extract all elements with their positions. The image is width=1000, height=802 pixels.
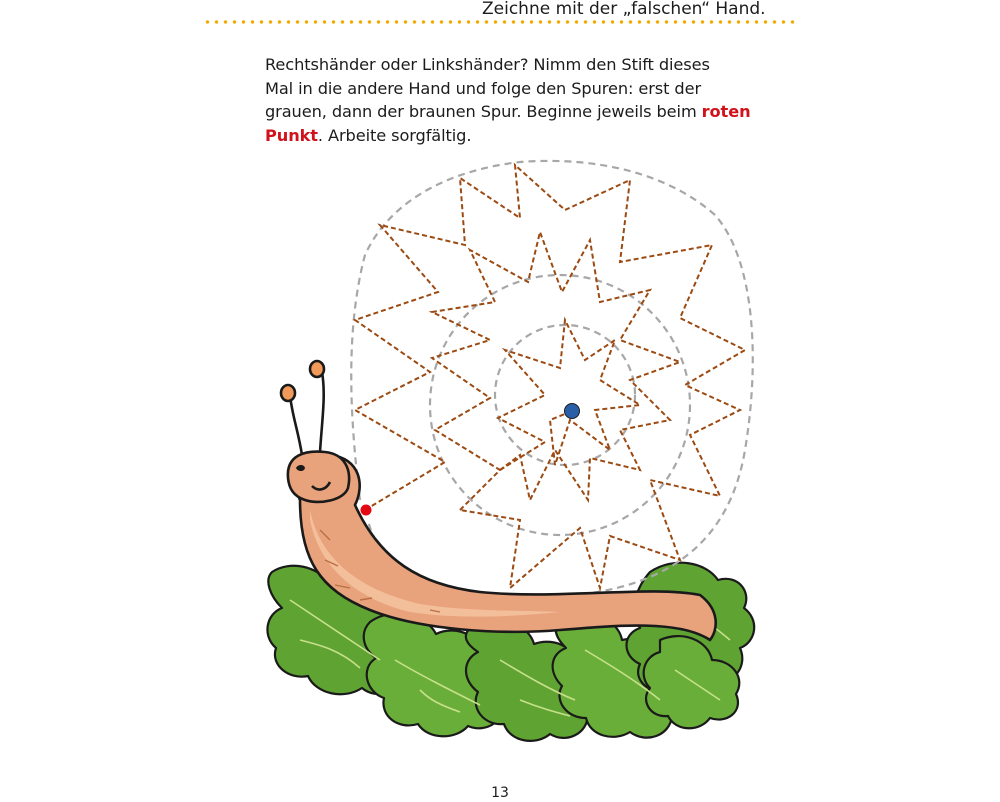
instruction-line-3-text: grauen, dann der braunen Spur. Beginne jeweils beim bbox=[265, 102, 702, 121]
gray-trace-paths bbox=[351, 161, 753, 597]
instruction-line-1: Rechtshänder oder Linkshänder? Nimm den Stift dieses bbox=[265, 55, 710, 74]
red-word-punkt: Punkt bbox=[265, 125, 318, 145]
page-header-title: Zeichne mit der „falschen“ Hand. bbox=[482, 0, 766, 19]
page-number: 13 bbox=[491, 785, 509, 801]
red-word-roten: roten bbox=[701, 102, 751, 121]
brown-trace-paths bbox=[355, 165, 745, 588]
instruction-line-2: Mal in die andere Hand und folge den Spuren: erst der bbox=[265, 78, 702, 98]
snail-body bbox=[281, 361, 716, 640]
red-start-dot bbox=[361, 505, 372, 516]
instruction-line-4-text: . Arbeite sorgfältig. bbox=[317, 125, 472, 145]
blue-end-dot bbox=[565, 404, 580, 419]
